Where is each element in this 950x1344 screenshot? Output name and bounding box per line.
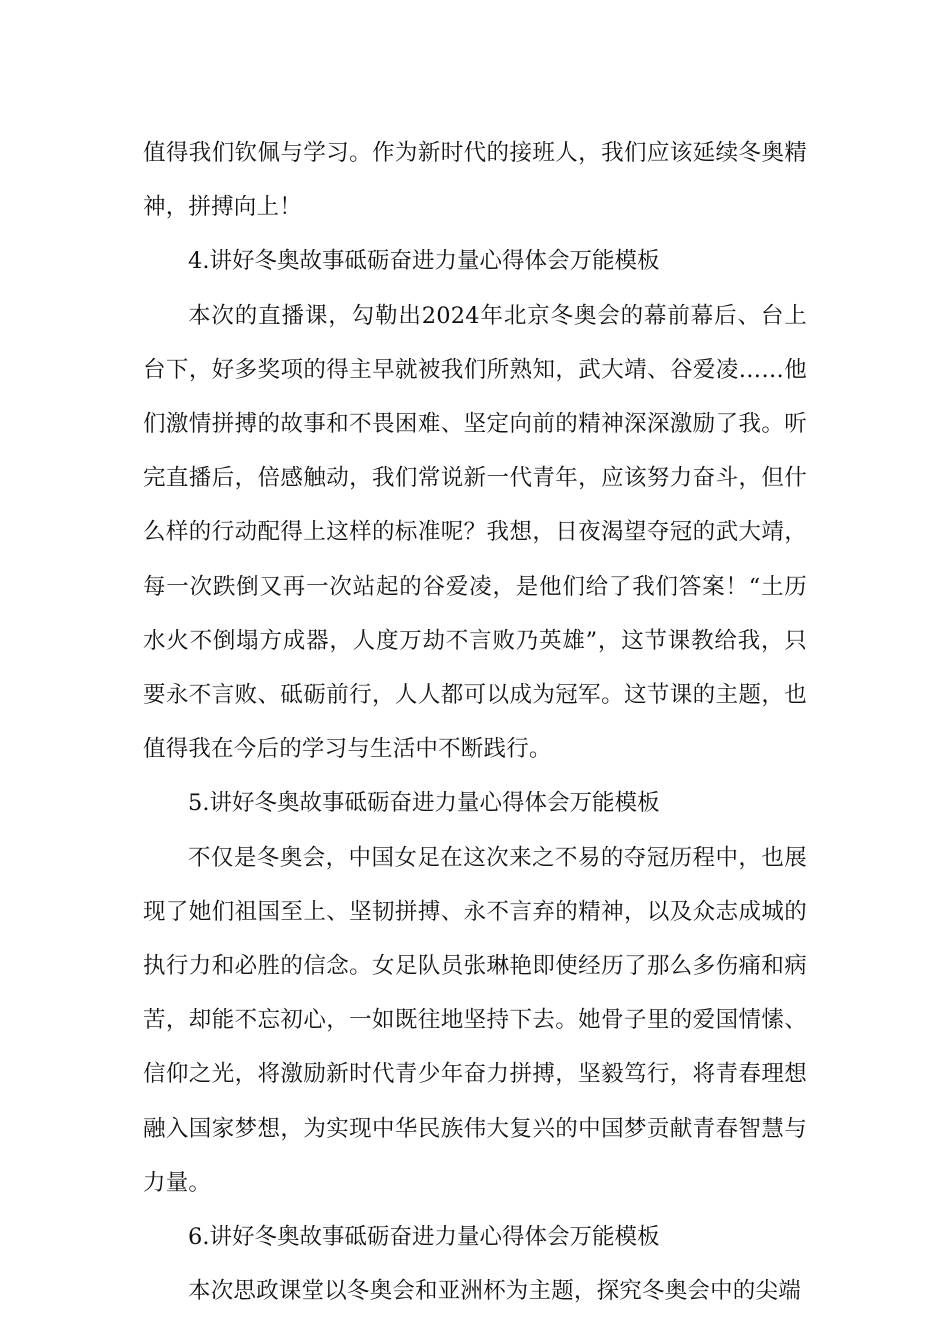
paragraph-section-6: 本次思政课堂以冬奥会和亚洲杯为主题，探究冬奥会中的尖端 <box>188 1278 801 1305</box>
section-heading-6: 6.讲好冬奥故事砥砺奋进力量心得体会万能模板 <box>188 1224 660 1251</box>
paragraph-section-5: 不仅是冬奥会，中国女足在这次来之不易的夺冠历程中，也展现了她们祖国至上、坚韧拼搏、永不言弃的精神，以及众志成城的执行力和必胜的信念。女足队员张琳艳即使经历了那么多伤痛和病苦，却能不忘初心，一如既往地坚持下去。她骨子里的爱国情愫、信仰之光，将激励新时代青少年奋力拼搏，坚毅笃行，将青春理想融入国家梦想，为实现中华民族伟大复兴的中国梦贡献青春智慧与力量。 <box>143 844 807 1196</box>
section-heading-4: 4.讲好冬奥故事砥砺奋进力量心得体会万能模板 <box>188 248 660 275</box>
paragraph-section-4: 本次的直播课，勾勒出2024年北京冬奥会的幕前幕后、台上台下，好多奖项的得主早就被我们所熟知，武大靖、谷爱凌……他们激情拼搏的故事和不畏困难、坚定向前的精神深深激励了我。听完直播后，倍感触动，我们常说新一代青年，应该努力奋斗，但什么样的行动配得上这样的标准呢？我想，日夜渴望夺冠的武大靖，每一次跌倒又再一次站起的谷爱凌，是他们给了我们答案！“土历水火不倒塌方成器，人度万劫不言败乃英雄”，这节课教给我，只要永不言败、砥砺前行，人人都可以成为冠军。这节课的主题，也值得我在今后的学习与生活中不断践行。 <box>143 302 807 763</box>
paragraph-continuation: 值得我们钦佩与学习。作为新时代的接班人，我们应该延续冬奥精神，拼搏向上！ <box>143 140 807 221</box>
section-heading-5: 5.讲好冬奥故事砥砺奋进力量心得体会万能模板 <box>188 790 660 817</box>
document-body <box>143 126 807 1318</box>
